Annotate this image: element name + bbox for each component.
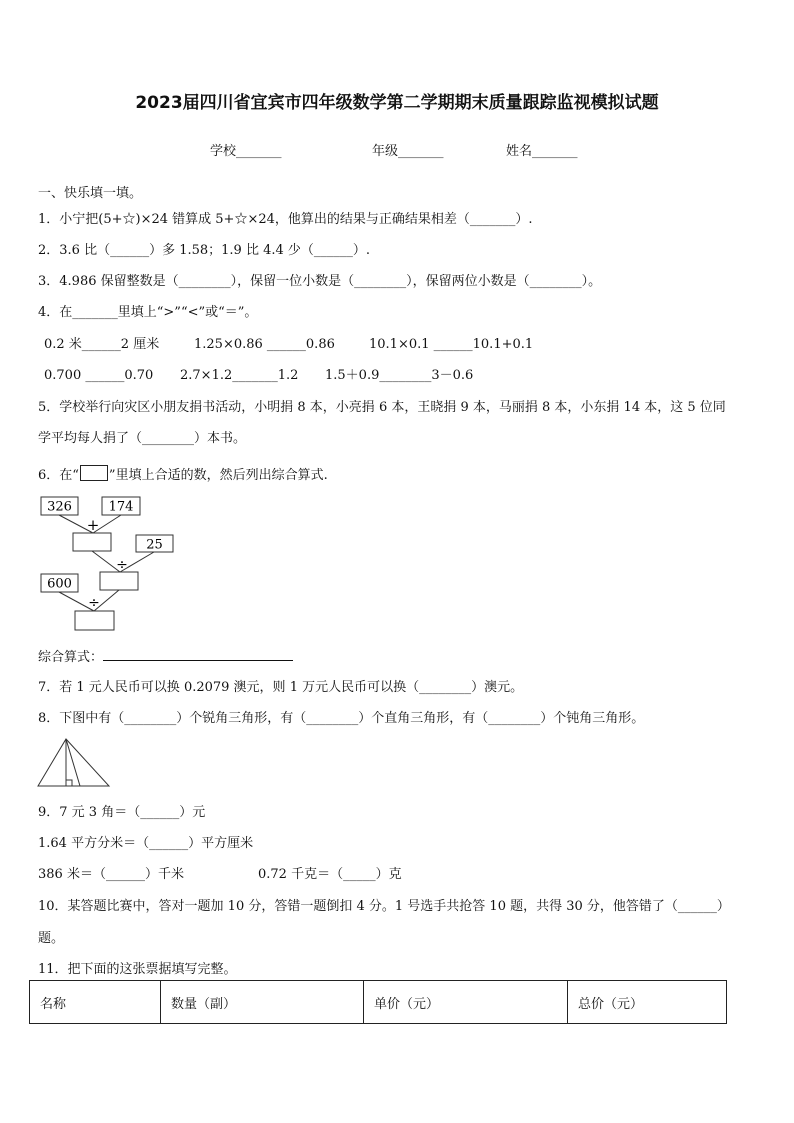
formula-blank[interactable] — [103, 648, 293, 661]
formula-line — [38, 646, 293, 665]
table-header-cell: 数量（副） — [161, 981, 364, 1024]
compare-item: 0.700 ______0.70 — [44, 368, 154, 383]
name-field[interactable]: 姓名_______ — [506, 144, 578, 159]
plus-operator: + — [86, 516, 100, 534]
question-10-line-1: 10．某答题比赛中，答对一题加 10 分，答错一题倒扣 4 分。1 号选手共抢答 10 题，共得 30 分，他答错了（______） — [38, 899, 730, 914]
question-9-part-3a: 386 米＝（______）千米 — [38, 867, 184, 882]
blank-box-icon — [80, 465, 108, 481]
table-header-cell: 名称 — [30, 981, 161, 1024]
question-6-suffix: ”里填上合适的数，然后列出综合算式. — [108, 468, 328, 483]
answer-box-quotient[interactable] — [100, 572, 138, 590]
divide-operator: ÷ — [116, 557, 128, 573]
question-6 — [38, 464, 328, 483]
compare-item: 10.1×0.1 ______10.1+0.1 — [369, 337, 534, 352]
number-326: 326 — [47, 499, 72, 515]
table-header-cell: 单价（元） — [364, 981, 568, 1024]
question-10-line-2: 题。 — [38, 931, 65, 946]
formula-label: 综合算式： — [38, 650, 104, 665]
ticket-table — [29, 980, 727, 1024]
answer-box-sum[interactable] — [73, 533, 111, 551]
question-9-part-3b: 0.72 千克＝（_____）克 — [258, 867, 402, 882]
compare-item: 2.7×1.2_______1.2 — [180, 368, 299, 383]
divide-operator: ÷ — [88, 595, 100, 611]
question-9-part-2: 1.64 平方分米＝（______）平方厘米 — [38, 836, 254, 851]
question-9-part-1: 9．7 元 3 角＝（______）元 — [38, 805, 206, 820]
question-3: 3．4.986 保留整数是（________），保留一位小数是（________），保留两位小数是（________）。 — [38, 274, 602, 289]
compare-item: 1.5＋0.9________3－0.6 — [325, 368, 474, 383]
school-field[interactable]: 学校_______ — [210, 144, 282, 159]
number-174: 174 — [108, 499, 134, 515]
calculation-diagram — [38, 494, 178, 636]
answer-box-final[interactable] — [75, 611, 114, 630]
question-2: 2．3.6 比（______）多 1.58；1.9 比 4.4 少（______）. — [38, 243, 371, 258]
question-11: 11．把下面的这张票据填写完整。 — [38, 962, 237, 977]
right-angle-mark — [66, 780, 72, 786]
question-5-line-1: 5．学校举行向灾区小朋友捐书活动，小明捐 8 本，小亮捐 6 本，王晓捐 9 本，马丽捐 8 本，小东捐 14 本，这 5 位同 — [38, 400, 726, 415]
grade-field[interactable]: 年级_______ — [372, 144, 444, 159]
table-header-cell: 总价（元） — [568, 981, 727, 1024]
question-6-prefix: 6．在“ — [38, 468, 79, 483]
question-9-part-3 — [38, 863, 402, 882]
triangle-figure — [36, 736, 112, 788]
question-4: 4．在_______里填上“>”“<”或“＝”。 — [38, 305, 258, 320]
page-title: 2023届四川省宜宾市四年级数学第二学期期末质量跟踪监视模拟试题 — [135, 93, 659, 113]
question-8: 8．下图中有（________）个锐角三角形，有（________）个直角三角形，有（________）个钝角三角形。 — [38, 711, 645, 726]
table-row — [30, 981, 727, 1024]
compare-item: 1.25×0.86 ______0.86 — [194, 337, 335, 352]
question-1: 1．小宁把(5+☆)×24 错算成 5+☆×24，他算出的结果与正确结果相差（_______）. — [38, 212, 533, 227]
compare-item: 0.2 米______2 厘米 — [44, 337, 160, 352]
question-4-row-2 — [44, 364, 473, 383]
question-7: 7．若 1 元人民币可以换 0.2079 澳元，则 1 万元人民币可以换（________）澳元。 — [38, 680, 524, 695]
number-25: 25 — [146, 537, 163, 553]
section-heading: 一、快乐填一填。 — [38, 186, 143, 201]
question-5-line-2: 学平均每人捐了（________）本书。 — [38, 431, 247, 446]
question-4-row-1 — [44, 333, 533, 352]
number-600: 600 — [47, 576, 72, 592]
